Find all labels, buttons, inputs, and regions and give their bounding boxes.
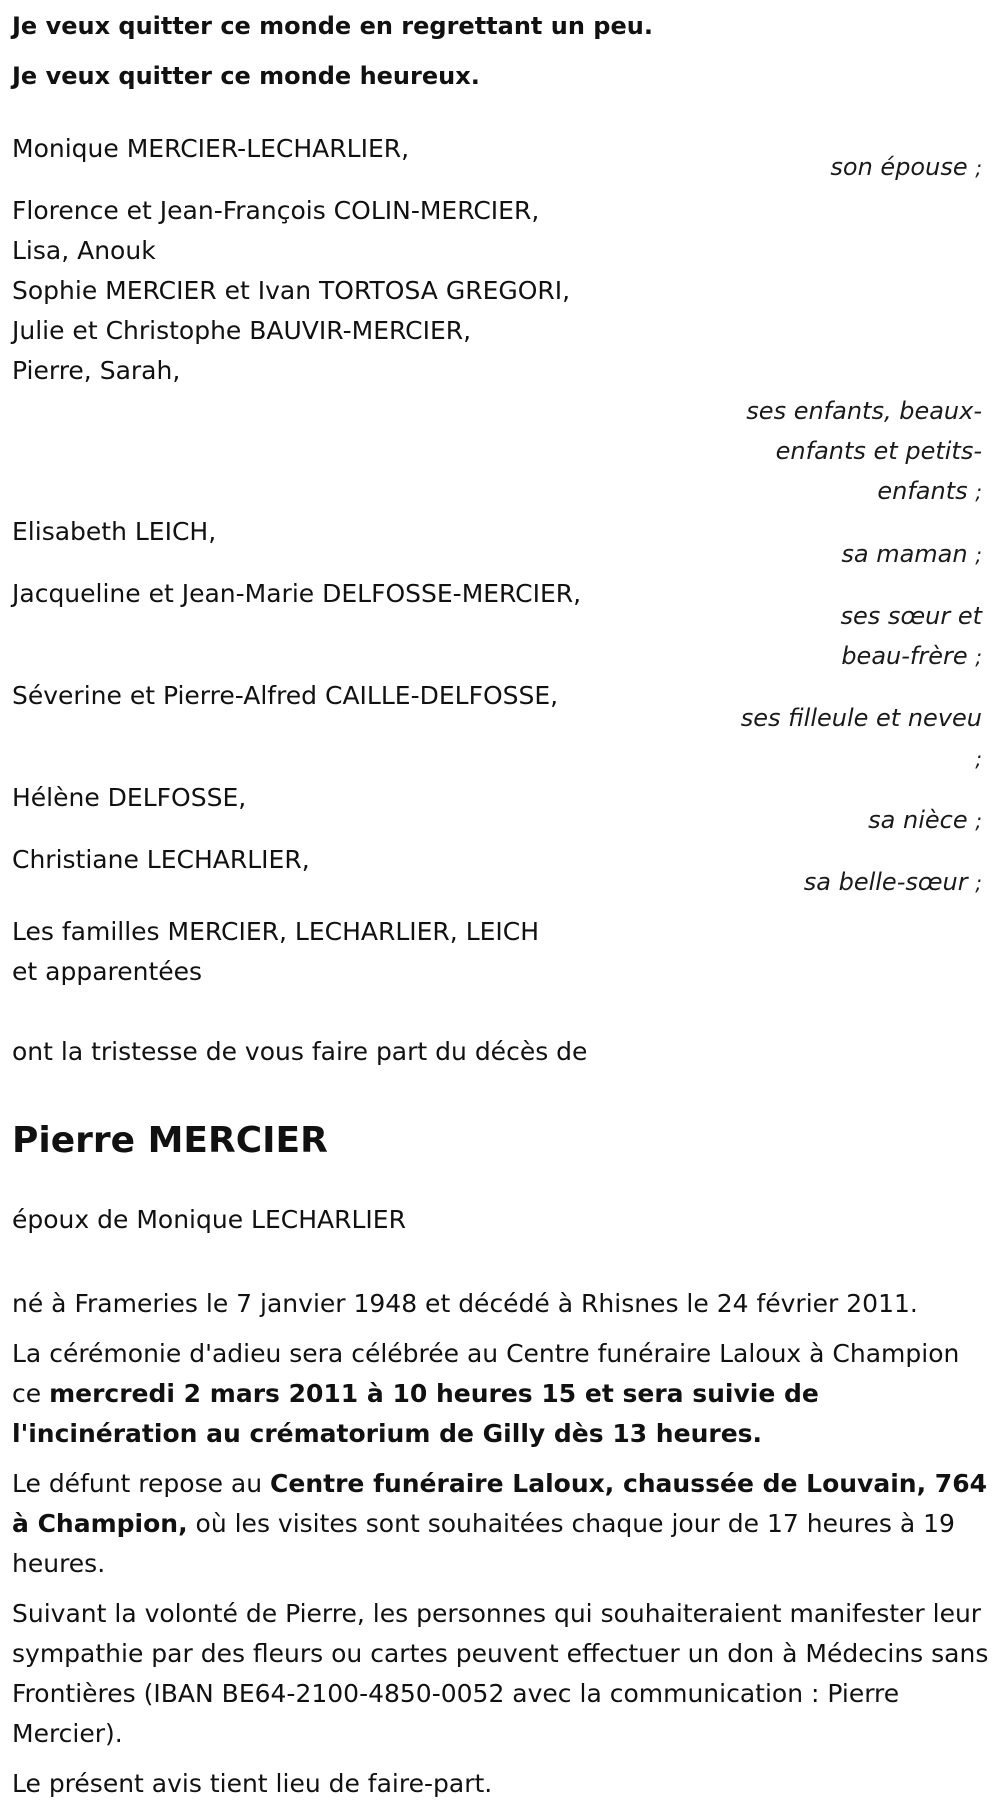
relation-label: sa belle-sœur ; — [803, 868, 982, 896]
family-name: Sophie MERCIER et Ivan TORTOSA GREGORI, — [12, 276, 571, 305]
family-name: Pierre, Sarah, — [12, 356, 181, 385]
deceased-name: Pierre MERCIER — [12, 1120, 328, 1161]
relation-label: ses sœur et beau-frère ; — [840, 602, 982, 670]
family-entry-mother — [12, 512, 988, 574]
birth-death-details: né à Frameries le 7 janvier 1948 et décédé à Rhisnes le 24 février 2011. — [12, 1289, 918, 1318]
ceremony-details: La cérémonie d'adieu sera célébrée au Centre funéraire Laloux à Champion ce mercredi 2 mars 2011 à 10 heures 15 et sera suivie de l'incinération au crématorium de Gilly dès 13 heures. — [12, 1339, 960, 1448]
family-list — [12, 129, 988, 902]
family-name: Jacqueline et Jean-Marie DELFOSSE-MERCIER, — [12, 579, 582, 608]
closing-note: Le présent avis tient lieu de faire-part. — [12, 1769, 493, 1798]
family-name: Elisabeth LEICH, — [12, 517, 217, 546]
family-name: Hélène DELFOSSE, — [12, 783, 247, 812]
announcement-text: ont la tristesse de vous faire part du décès de — [12, 1037, 588, 1066]
relation-label: son épouse ; — [830, 153, 982, 181]
relation-label: sa nièce ; — [868, 806, 982, 834]
extended-families: Les familles MERCIER, LECHARLIER, LEICH et apparentées — [12, 917, 540, 986]
family-name: Séverine et Pierre-Alfred CAILLE-DELFOSSE, — [12, 681, 559, 710]
family-name: Christiane LECHARLIER, — [12, 845, 310, 874]
family-entry-spouse — [12, 129, 988, 185]
family-entry-sister-in-law — [12, 840, 988, 902]
family-entry-niece — [12, 778, 988, 840]
relation-label: sa maman ; — [841, 540, 982, 568]
family-name: Monique MERCIER-LECHARLIER, — [12, 134, 410, 163]
relation-label: ses filleule et neveu ; — [740, 704, 982, 771]
family-name: Lisa, Anouk — [12, 236, 156, 265]
family-entry-goddaughter — [12, 676, 988, 778]
family-entry-children — [12, 191, 988, 391]
family-name: Florence et Jean-François COLIN-MERCIER, — [12, 196, 540, 225]
visitation-details: Le défunt repose au Centre funéraire Laloux, chaussée de Louvain, 764 à Champion, où les visites sont souhaitées chaque jour de 17 heures à 19 heures. — [12, 1469, 987, 1578]
deceased-spouse: époux de Monique LECHARLIER — [12, 1205, 406, 1234]
donation-details: Suivant la volonté de Pierre, les personnes qui souhaiteraient manifester leur sympathie par des fleurs ou cartes peuvent effectuer un don à Médecins sans Frontières (IBAN BE64-2100-4850-0052 avec la communication : Pierre Mercier). — [12, 1599, 989, 1748]
relation-label: ses enfants, beaux- enfants et petits- enfants ; — [746, 397, 982, 505]
epigraph-line-2: Je veux quitter ce monde heureux. — [12, 62, 480, 90]
family-name: Julie et Christophe BAUVIR-MERCIER, — [12, 316, 472, 345]
family-entry-sister — [12, 574, 988, 676]
epigraph-line-1: Je veux quitter ce monde en regrettant un peu. — [12, 12, 653, 40]
epigraph — [12, 0, 988, 101]
